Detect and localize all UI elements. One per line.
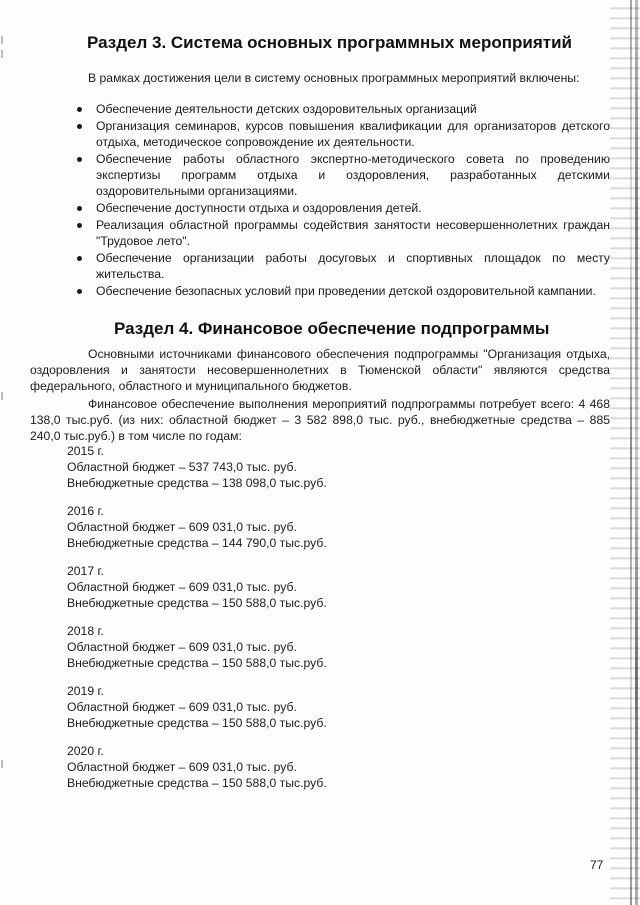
scan-edge-artifact	[610, 0, 640, 905]
list-item	[30, 217, 610, 249]
list-item	[30, 250, 610, 282]
list-item	[30, 118, 610, 150]
regional-budget-line: Областной бюджет – 609 031,0 тыс. руб.	[67, 700, 297, 714]
extrabudget-line: Внебюджетные средства – 150 588,0 тыс.руб.	[67, 596, 327, 610]
list-item	[30, 151, 610, 199]
bullet-icon	[77, 256, 82, 261]
bullet-icon	[77, 223, 82, 228]
list-item-text: Обеспечение деятельности детских оздоровительных организаций	[96, 102, 477, 116]
regional-budget-line: Областной бюджет – 609 031,0 тыс. руб.	[67, 640, 297, 654]
bullet-icon	[77, 289, 82, 294]
section3-intro: В рамках достижения цели в систему основных программных мероприятий включены:	[88, 71, 580, 85]
year-label: 2015 г.	[67, 444, 104, 458]
year-block-2017	[67, 563, 327, 611]
list-item-text: Обеспечение безопасных условий при проведении детской оздоровительной кампании.	[96, 284, 596, 298]
regional-budget-line: Областной бюджет – 609 031,0 тыс. руб.	[67, 580, 297, 594]
section4-paragraph-total: Финансовое обеспечение выполнения мероприятий подпрограммы потребует всего: 4 468 138,0 тыс.руб. (из них: областной бюджет – 3 582 898,0 тыс. руб., внебюджетные средства – 885 240,0 тыс.руб.) в том числе по годам:	[30, 397, 610, 443]
bullet-icon	[77, 107, 82, 112]
bullet-icon	[77, 206, 82, 211]
extrabudget-line: Внебюджетные средства – 150 588,0 тыс.руб.	[67, 716, 327, 730]
year-block-2015	[67, 443, 327, 491]
page-number: 77	[590, 858, 604, 872]
year-label: 2018 г.	[67, 624, 104, 638]
list-item-text: Обеспечение работы областного экспертно-методического совета по проведению экспертизы программ отдыха и оздоровления, разработанных детскими оздоровительными организациями.	[96, 152, 610, 198]
extrabudget-line: Внебюджетные средства – 144 790,0 тыс.руб.	[67, 536, 327, 550]
list-item-text: Реализация областной программы содействия занятости несовершеннолетних граждан "Трудовое лето".	[96, 218, 610, 248]
list-item-text: Обеспечение организации работы досуговых и спортивных площадок по месту жительства.	[96, 251, 610, 281]
list-item	[30, 283, 610, 299]
list-item	[30, 101, 610, 117]
year-label: 2019 г.	[67, 684, 104, 698]
year-block-2016	[67, 503, 327, 551]
scan-left-artifact	[0, 0, 4, 905]
extrabudget-line: Внебюджетные средства – 138 098,0 тыс.руб.	[67, 476, 327, 490]
regional-budget-line: Областной бюджет – 609 031,0 тыс. руб.	[67, 520, 297, 534]
list-item	[30, 200, 610, 216]
section4-title: Раздел 4. Финансовое обеспечение подпрограммы	[114, 319, 550, 338]
year-label: 2016 г.	[67, 504, 104, 518]
year-label: 2017 г.	[67, 564, 104, 578]
extrabudget-line: Внебюджетные средства – 150 588,0 тыс.руб.	[67, 656, 327, 670]
section3-title: Раздел 3. Система основных программных мероприятий	[87, 33, 572, 52]
year-block-2020	[67, 743, 327, 791]
regional-budget-line: Областной бюджет – 609 031,0 тыс. руб.	[67, 760, 297, 774]
section4-paragraph-sources: Основными источниками финансового обеспечения подпрограммы "Организация отдыха, оздоровления и занятости несовершеннолетних в Тюменской области" являются средства федерального, областного и муниципального бюджетов.	[30, 347, 610, 393]
year-block-2018	[67, 623, 327, 671]
regional-budget-line: Областной бюджет – 537 743,0 тыс. руб.	[67, 460, 297, 474]
bullet-icon	[77, 157, 82, 162]
extrabudget-line: Внебюджетные средства – 150 588,0 тыс.руб.	[67, 776, 327, 790]
year-block-2019	[67, 683, 327, 731]
year-label: 2020 г.	[67, 744, 104, 758]
section3-list	[30, 101, 610, 300]
bullet-icon	[77, 124, 82, 129]
list-item-text: Обеспечение доступности отдыха и оздоровления детей.	[96, 201, 422, 215]
list-item-text: Организация семинаров, курсов повышения квалификации для организаторов детского отдыха, методическое сопровождение их деятельности.	[96, 119, 610, 149]
